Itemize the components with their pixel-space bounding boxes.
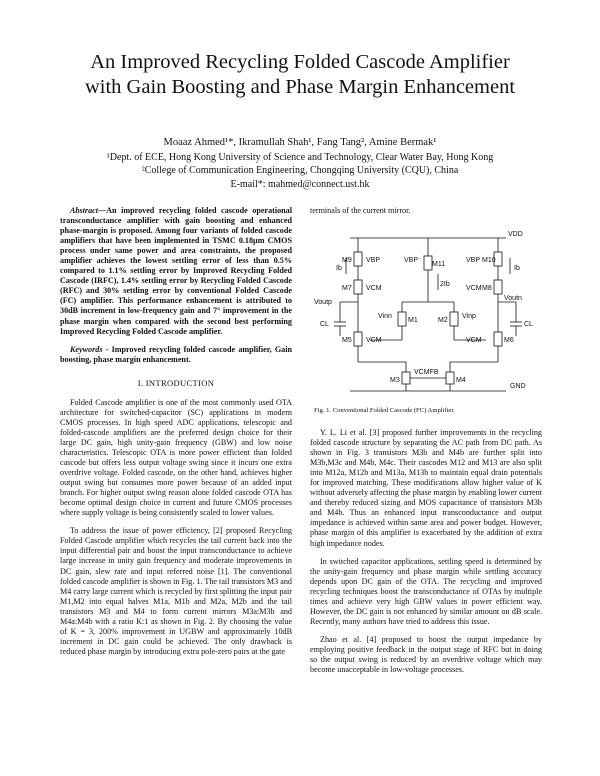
circuit-labels (314, 231, 533, 390)
abstract-label: Abstract— (70, 206, 107, 215)
label-m1: M1 (408, 317, 418, 324)
label-m5: M5 (342, 337, 352, 344)
label-vbp-mid: VBP (404, 257, 419, 264)
label-gnd: GND (510, 383, 526, 390)
label-vinn: Vinn (378, 313, 392, 320)
left-column (60, 206, 292, 657)
label-vcmfb: VCMFB (414, 369, 439, 376)
label-vcm-left-top: VCM (366, 285, 382, 292)
title-line-2: with Gain Boosting and Phase Margin Enhancement (84, 76, 516, 98)
label-vbp-left: VBP (366, 257, 381, 264)
label-cl-right: CL (524, 321, 533, 328)
label-vcm-left-bottom: VCM (366, 337, 382, 344)
label-vbp-right: VBP (466, 257, 481, 264)
title-line-1: An Improved Recycling Folded Cascode Amplifier (90, 51, 510, 73)
intro-paragraph-1: Folded Cascode amplifier is one of the most commonly used OTA architecture for switched-capacitor (SC) applications in modern CMOS processes. In high speed ADC applications, telescopic and folded-cascode amplifiers are the preferred design choice for their large DC gain, high unity-gain frequency (GBW) and low noise characteristics. Telescopic OTA is more power efficient than folded cascode but offers less output voltage swing since it incurs one extra overdrive voltage. Folded cascode, on the other hand, achieves higher output swing but consumes more power because of an added input branch. For higher output swing reason alone folded cascode OTA has become optimal design choice in current and future CMOS processes where supply voltage is being consistently scaled to lower values. (60, 397, 292, 518)
keywords-label: Keywords (70, 344, 103, 354)
right-column-top-text: terminals of the current mirror. (310, 206, 411, 215)
label-vinp: Vinp (462, 313, 476, 320)
abstract (60, 206, 292, 337)
right-column-body (310, 428, 542, 675)
right-paragraph-1: Y. L. Li et al. [3] proposed further improvements in the recycling folded cascode structure by separating the AC path from DC path. As shown in Fig. 3 transistors M3b and M4b are further split into M3b,M3c and M4b, M4c. Their cascodes M12 and M13 are also split into M12a, M12b and M13a, M13b to maintain equal drain potentials for improved matching. These modifications allow higher value of K without adversely affecting the phase margin by enabling lower current and thereby reduced sizing and MOS capacitance of transistors M3b and M4b. Thus an enhanced input transconductance and output impedance is achieved within same area and power budget. However, phase margin of this amplifier is exacerbated by the addition of extra high impedance nodes. (310, 428, 542, 548)
label-m9: M9 (342, 257, 352, 264)
label-voutn: Voutn (504, 295, 522, 302)
keywords-text: - Improved recycling folded cascode amplifier, Gain boosting, phase margin enhancement. (60, 344, 292, 364)
affiliation-1: ¹Dept. of ECE, Hong Kong University of Science and Technology, Clear Water Bay, Hong Kong (106, 152, 494, 163)
keywords (60, 345, 292, 365)
label-m7: M7 (342, 285, 352, 292)
fig1-caption: Fig. 1. Conventional Folded Cascode (FC) Amplifier. (314, 407, 455, 414)
paper-title (0, 50, 600, 100)
author-email: E-mail*: mahmed@connect.ust.hk (230, 179, 370, 190)
affiliation-2: ²College of Communication Engineering, Chongqing University (CQU), China (141, 165, 459, 176)
right-paragraph-2: In switched capacitor applications, settling speed is determined by the unity-gain frequency and phase margin while settling accuracy depends upon DC gain of the OTA. The recycling and improved recycling techniques boost the transconductance of OTAs by multiple times and achieve very high GBW values in power efficient way. However, the DC gain is not enhanced by similar amount on dB scale. Recently, many authors have tried to address this issue. (310, 556, 542, 626)
label-m6: M6 (504, 337, 514, 344)
fig1-circuit-diagram (310, 222, 542, 402)
abstract-text: An improved recycling folded cascode operational transconductance amplifier with gain boosting and enhanced phase-margin is proposed. Among four variants of folded cascode amplifiers that have been implemented in TSMC 0.18µm CMOS process under same power and area constraints, the proposed amplifier achieves the lowest settling error of less than 0.5% compared to 1.1% settling error by Improved Recycling Folded Cascode (IRFC), 1.4% settling error by Recycling Folded Cascode (RFC) and 30% settling error by conventional Folded Cascode (FC) amplifier. This performance enhancement is attributed to 30dB increment in low-frequency gain and 7° improvement in the phase margin when compared with the second best performing Improved Recycling Folded Cascode amplifier. (60, 206, 292, 336)
intro-paragraph-2: To address the issue of power efficiency, [2] proposed Recycling Folded Cascode amplifier which recycles the tail current back into the input differential pair and boost the input transconductance to achieve large increase in unity gain frequency and moderate improvements in DC gain, slew rate and input referred noise [1]. The conventional folded cascode amplifier is shown in Fig. 1. The tail transistors M3 and M4 carry large current which is recycled by first splitting the input pair M1,M2 into equal halves M1a, M1b and M2a, M2b and the tail transistors M3 and M4 to form current mirrors M3a:M3b and M4a:M4b with a ratio K:1 as shown in Fig. 2. By choosing the value of K = 3, 200% improvement in UGBW and approximately 10dB increment in DC gain could be achieved. The only drawback is reduced phase margin by introducing extra pole-zero pairs at the gate (60, 526, 292, 656)
section-heading-introduction: I. INTRODUCTION (137, 377, 215, 388)
label-m4: M4 (456, 377, 466, 384)
right-paragraph-3: Zhao et al. [4] proposed to boost the output impedance by employing positive feedback in the output stage of RFC but in doing so the output swing is reduced by an overdrive voltage which may become unacceptable in low-voltage processes. (310, 634, 542, 675)
label-m11: M11 (432, 261, 446, 268)
label-m3: M3 (390, 377, 400, 384)
label-vcm-right-top: VCM (466, 285, 482, 292)
label-2ib: 2Ib (440, 281, 450, 288)
label-cl-left: CL (320, 321, 329, 328)
label-m8: M8 (482, 285, 492, 292)
label-vdd: VDD (508, 231, 523, 238)
label-m2: M2 (438, 317, 448, 324)
label-m10: M10 (482, 257, 496, 264)
label-vcm-right-bottom: VCM (466, 337, 482, 344)
label-ib-left: Ib (336, 265, 342, 272)
label-voutp: Voutp (314, 299, 332, 306)
label-ib-right: Ib (514, 265, 520, 272)
author-list: Moaaz Ahmed¹*, Ikramullah Shah¹, Fang Tang², Amine Bermak¹ (163, 137, 437, 148)
